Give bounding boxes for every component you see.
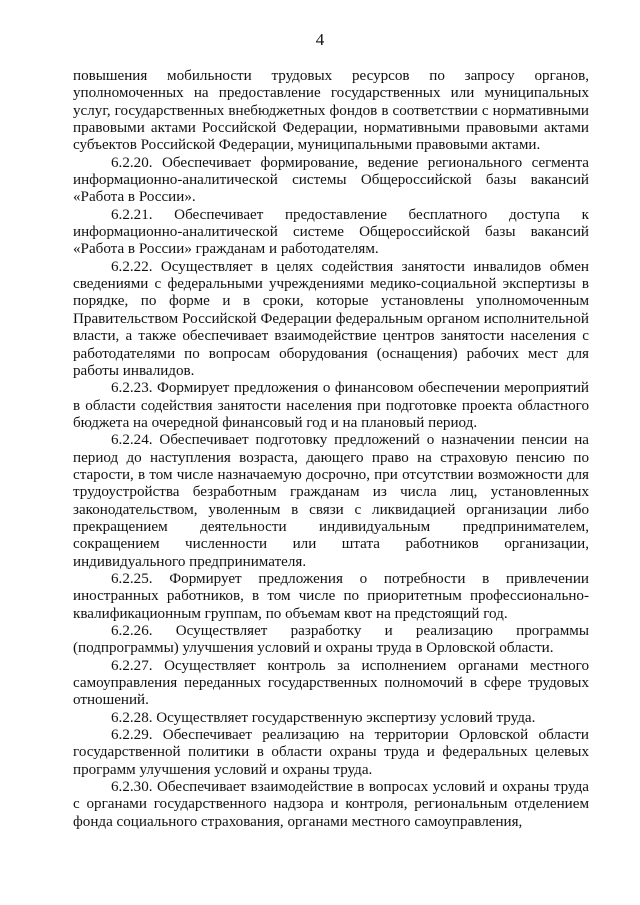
paragraph-6-2-29: 6.2.29. Обеспечивает реализацию на территории Орловской области государственной политики в области охраны труда и федеральных целевых программ улучшения условий и охраны труда.	[73, 727, 589, 778]
paragraph-6-2-28: 6.2.28. Осуществляет государственную экспертизу условий труда.	[111, 709, 536, 726]
paragraph-6-2-26: 6.2.26. Осуществляет разработку и реализацию программы (подпрограммы) улучшения условий и охраны труда в Орловской области.	[73, 623, 589, 657]
paragraph-6-2-21: 6.2.21. Обеспечивает предоставление бесплатного доступа к информационно-аналитической системе Общероссийской базы вакансий «Работа в России» гражданам и работодателям.	[73, 206, 589, 258]
page-number: 4	[315, 30, 325, 49]
paragraph-6-2-27: 6.2.27. Осуществляет контроль за исполнением органами местного самоуправления переданных государственных полномочий в сфере трудовых отношений.	[73, 657, 589, 709]
paragraph-6-2-24: 6.2.24. Обеспечивает подготовку предложений о назначении пенсии на период до наступления возраста, дающего право на страховую пенсию по старости, в том числе назначаемую досрочно, при отсутствии возможности для трудоустройства безработным гражданам из числа лиц, установленных законодательством, уволенным в связи с ликвидацией организации либо прекращением деятельности индивидуальным предпринимателем, сокращением численности или штата работников организации, индивидуального предпринимателя.	[73, 432, 589, 570]
paragraph-6-2-23: 6.2.23. Формирует предложения о финансовом обеспечении мероприятий в области содействия занятости населения при подготовке проекта областного бюджета на очередной финансовый год и на плановый период.	[73, 380, 589, 431]
paragraph-6-2-30: 6.2.30. Обеспечивает взаимодействие в вопросах условий и охраны труда с органами государственного надзора и контроля, региональным отделением фонда социального страхования, органами местного самоуправления,	[73, 779, 589, 830]
paragraph-continuation: повышения мобильности трудовых ресурсов по запросу органов, уполномоченных на предоставление государственных или муниципальных услуг, государственных внебюджетных фондов в соответствии с нормативными правовыми актами Российской Федерации, нормативными правовыми актами субъектов Российской Федерации, муниципальными правовыми актами.	[73, 68, 589, 154]
paragraph-6-2-22: 6.2.22. Осуществляет в целях содействия занятости инвалидов обмен сведениями с федеральными учреждениями медико-социальной экспертизы в порядке, по форме и в сроки, которые установлены уполномоченным Правительством Российской Федерации федеральным органом исполнительной власти, а также обеспечивает взаимодействие центров занятости населения с работодателями по вопросам оборудования (оснащения) рабочих мест для работы инвалидов.	[73, 258, 589, 379]
paragraph-6-2-20: 6.2.20. Обеспечивает формирование, ведение регионального сегмента информационно-аналитической системы Общероссийской базы вакансий «Работа в России».	[73, 154, 589, 206]
document-body	[73, 68, 589, 831]
paragraph-6-2-25: 6.2.25. Формирует предложения о потребности в привлечении иностранных работников, в том числе по приоритетным профессионально-квалификационным группам, по объемам квот на предстоящий год.	[73, 570, 589, 622]
